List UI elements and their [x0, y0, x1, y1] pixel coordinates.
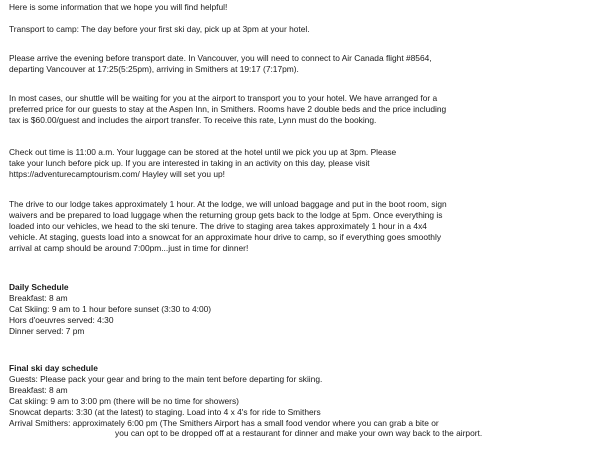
final-day-title: Final ski day schedule — [9, 363, 98, 373]
paragraph-line: take your lunch before pick up. If you are interested in taking in an activity on this day, please visit — [9, 157, 370, 168]
paragraph-line: loaded into our vehicles, we head to the ski tenure. The drive to staging area takes approximately 1 hour in a 4x4 — [9, 220, 427, 231]
schedule-item: Snowcat departs: 3:30 (at the latest) to staging. Load into 4 x 4's for ride to Smithers — [9, 406, 321, 417]
schedule-item: Breakfast: 8 am — [9, 384, 68, 395]
paragraph-line: arrival at camp should be around 7:00pm...just in time for dinner! — [9, 242, 249, 253]
final-day-section — [9, 363, 592, 439]
schedule-item: Dinner served: 7 pm — [9, 325, 85, 336]
intro-text: Here is some information that we hope you will find helpful! — [9, 2, 228, 12]
paragraph-line: preferred price for our guests to stay at the Aspen Inn, in Smithers. Rooms have 2 double beds and the price including — [9, 103, 447, 114]
schedule-item: Arrival Smithers: approximately 6:00 pm (The Smithers Airport has a small food vendor where you can grab a bite or — [9, 417, 439, 428]
daily-schedule-section — [9, 282, 592, 337]
paragraph-line: vehicle. At staging, guests load into a snowcat for an approximate hour drive to camp, so if everything goes smoothly — [9, 231, 442, 242]
paragraph-line: tax is $60.00/guest and includes the airport transfer. To receive this rate, Lynn must do the booking. — [9, 114, 377, 125]
paragraph-line: In most cases, our shuttle will be waiting for you at the airport to transport you to your hotel. We have arranged for a — [9, 93, 438, 103]
schedule-item: Cat Skiing: 9 am to 1 hour before sunset (3:30 to 4:00) — [9, 303, 212, 314]
paragraph-line: Please arrive the evening before transport date. In Vancouver, you will need to connect to Air Canada flight #8564, — [9, 53, 432, 63]
paragraph-line: waivers and be prepared to load luggage when the returning group gets back to the lodge at 5pm. Once everything is — [9, 209, 443, 220]
daily-schedule-title: Daily Schedule — [9, 282, 69, 292]
schedule-item-continuation: you can opt to be dropped off at a restaurant for dinner and make your own way back to the airport. — [115, 428, 483, 439]
schedule-item: Breakfast: 8 am — [9, 292, 68, 303]
transport-paragraph: Transport to camp: The day before your first ski day, pick up at 3pm at your hotel. — [9, 24, 310, 34]
paragraph-line: departing Vancouver at 17:25(5:25pm), arriving in Smithers at 19:17 (7:17pm). — [9, 63, 299, 74]
schedule-item: Hors d'oeuvres served: 4:30 — [9, 314, 114, 325]
paragraph-line: https://adventurecamptourism.com/ Hayley will set you up! — [9, 168, 225, 179]
arrival-paragraph — [9, 53, 592, 75]
drive-paragraph — [9, 199, 592, 254]
paragraph-line: Check out time is 11:00 a.m. Your luggage can be stored at the hotel until we pick you up at 3pm. Please — [9, 147, 397, 157]
schedule-item: Cat skiing: 9 am to 3:00 pm (there will be no time for showers) — [9, 395, 239, 406]
paragraph-line: The drive to our lodge takes approximately 1 hour. At the lodge, we will unload baggage and put in the boot room, sign — [9, 199, 447, 209]
shuttle-paragraph — [9, 93, 592, 126]
checkout-paragraph — [9, 147, 592, 180]
schedule-item: Guests: Please pack your gear and bring to the main tent before departing for skiing. — [9, 373, 323, 384]
